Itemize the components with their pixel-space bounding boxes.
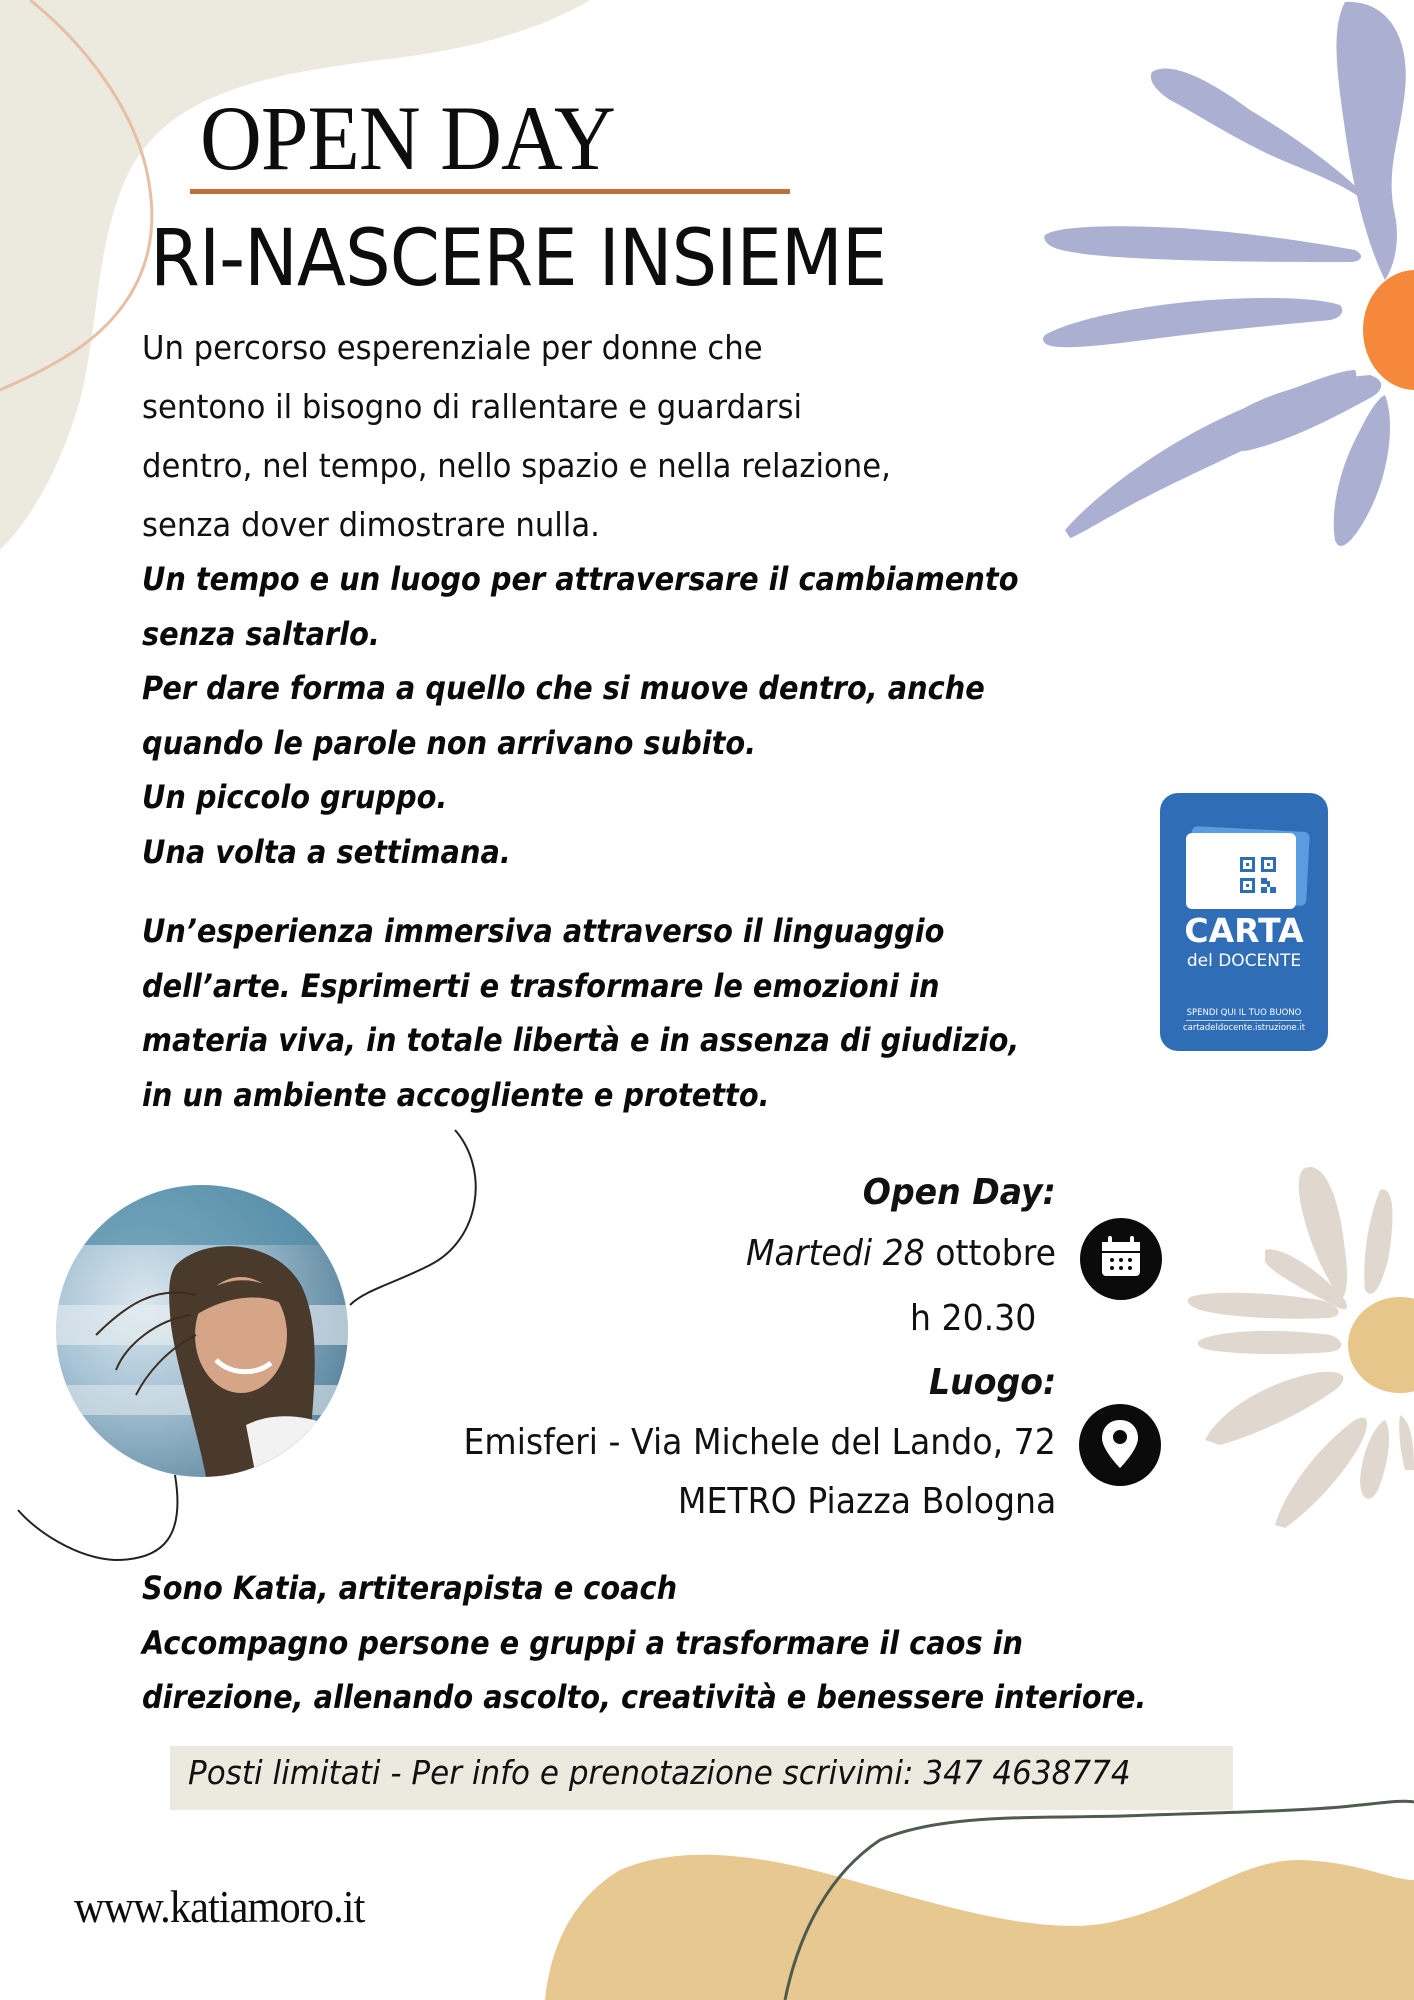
experience-paragraph (142, 904, 1019, 1122)
intro-paragraph (142, 318, 891, 554)
booking-text: Posti limitati - Per info e prenotazione scrivimi: 347 4638774 (188, 1753, 1131, 1792)
intro-line: senza dover dimostrare nulla. (142, 505, 600, 544)
experience-line: materia viva, in totale libertà e in assenza di giudizio, (142, 1021, 1020, 1059)
event-date (746, 1233, 1056, 1274)
event-date-month: ottobre (924, 1233, 1056, 1274)
carta-tagline: SPENDI QUI IL TUO BUONO (1186, 1008, 1302, 1018)
highlight-line: Un piccolo gruppo. (142, 778, 448, 816)
experience-line: dell’arte. Esprimerti e trasformare le emozioni in (142, 966, 940, 1005)
intro-line: Un percorso esperenziale per donne che (142, 328, 763, 367)
photo-curve-bottom (18, 1475, 178, 1560)
highlight-line: quando le parole non arrivano subito. (142, 723, 757, 762)
highlights-paragraph (142, 552, 1018, 879)
calendar-icon (1080, 1218, 1162, 1300)
highlight-line: senza saltarlo. (142, 614, 380, 653)
carta-docente-badge (1160, 793, 1328, 1051)
carta-url: cartadeldocente.istruzione.it (1182, 1023, 1306, 1033)
bottom-gold-blob (545, 1855, 1414, 2000)
beige-flower-center (1348, 1297, 1414, 1393)
photo-curve-top (350, 1130, 476, 1305)
page-title: OPEN DAY (200, 87, 615, 189)
qr-code-icon (1240, 857, 1276, 893)
location-pin-icon (1079, 1404, 1161, 1486)
highlight-line: Una volta a settimana. (142, 832, 511, 871)
highlight-line: Un tempo e un luogo per attraversare il cambiamento (142, 560, 1019, 598)
experience-line: Un’esperienza immersiva attraverso il linguaggio (142, 912, 945, 950)
carta-subtitle: del DOCENTE (1186, 951, 1302, 971)
purple-flower-center (1363, 270, 1414, 390)
purple-flower (1043, 2, 1406, 546)
place-label: Luogo: (928, 1362, 1056, 1403)
event-time: h 20.30 (909, 1298, 1036, 1339)
website-link[interactable]: www.katiamoro.it (74, 1881, 365, 1932)
event-address: Emisferi - Via Michele del Lando, 72 (463, 1422, 1056, 1463)
carta-divider (1186, 1020, 1302, 1021)
carta-title: CARTA (1184, 911, 1304, 950)
event-metro: METRO Piazza Bologna (677, 1481, 1056, 1522)
about-paragraph (142, 1561, 1146, 1725)
highlight-line: Per dare forma a quello che si muove dentro, anche (142, 669, 985, 707)
about-line: direzione, allenando ascolto, creatività e benessere interiore. (142, 1678, 1147, 1716)
portrait-illustration (56, 1185, 348, 1477)
intro-line: dentro, nel tempo, nello spazio e nella relazione, (142, 446, 891, 485)
about-line: Sono Katia, artiterapista e coach (142, 1569, 678, 1607)
experience-line: in un ambiente accogliente e protetto. (142, 1075, 770, 1114)
about-line: Accompagno persone e gruppi a trasformare il caos in (142, 1623, 1024, 1662)
date-label: Open Day: (862, 1172, 1056, 1213)
katia-portrait-photo (56, 1185, 348, 1477)
page-subtitle: RI-NASCERE INSIEME (150, 214, 887, 304)
event-date-day: Martedi 28 (745, 1233, 925, 1274)
title-underline (190, 189, 790, 194)
intro-line: sentono il bisogno di rallentare e guardarsi (142, 387, 803, 426)
